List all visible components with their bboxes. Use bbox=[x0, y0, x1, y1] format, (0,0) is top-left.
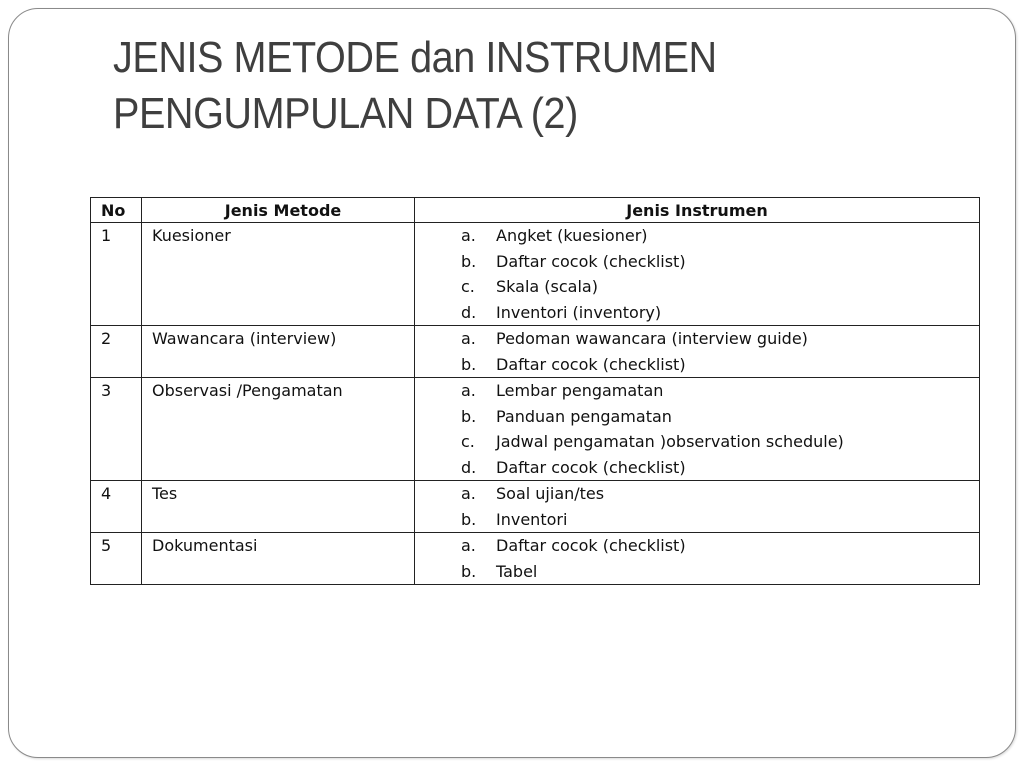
list-marker: b. bbox=[461, 509, 477, 529]
method-name: Observasi /Pengamatan bbox=[152, 381, 343, 400]
instrument-name: Daftar cocok (checklist) bbox=[496, 251, 686, 271]
cell-jenis-metode bbox=[142, 533, 415, 585]
list-item bbox=[461, 326, 979, 352]
list-item bbox=[461, 300, 979, 326]
cell-jenis-metode bbox=[142, 481, 415, 533]
table-body bbox=[91, 223, 980, 585]
list-item bbox=[461, 481, 979, 507]
list-marker: a. bbox=[461, 536, 476, 555]
list-item bbox=[461, 274, 979, 300]
instrument-name: Pedoman wawancara (interview guide) bbox=[496, 329, 808, 348]
method-name: Kuesioner bbox=[152, 226, 231, 245]
row-number: 2 bbox=[101, 329, 112, 348]
cell-jenis-instrumen bbox=[415, 223, 980, 326]
slide-title-line-2: PENGUMPULAN DATA (2) bbox=[113, 89, 578, 138]
table-row bbox=[91, 533, 980, 585]
cell-jenis-metode bbox=[142, 378, 415, 481]
list-item bbox=[461, 533, 979, 559]
slide-title-line-1: JENIS METODE dan INSTRUMEN bbox=[113, 33, 717, 82]
cell-jenis-metode bbox=[142, 326, 415, 378]
instrument-name: Angket (kuesioner) bbox=[496, 226, 648, 245]
instrument-name: Panduan pengamatan bbox=[496, 406, 672, 426]
instrument-table bbox=[90, 197, 980, 585]
list-item bbox=[461, 223, 979, 249]
cell-jenis-instrumen bbox=[415, 533, 980, 585]
list-marker: b. bbox=[461, 354, 477, 374]
row-number: 5 bbox=[101, 536, 112, 555]
instrument-name: Lembar pengamatan bbox=[496, 381, 664, 400]
list-item bbox=[461, 507, 979, 533]
instrument-name: Inventori (inventory) bbox=[496, 302, 662, 322]
instrument-list bbox=[415, 326, 979, 377]
list-marker: b. bbox=[461, 561, 477, 581]
list-item bbox=[461, 249, 979, 275]
row-number: 3 bbox=[101, 381, 112, 400]
list-marker: a. bbox=[461, 484, 476, 503]
list-marker: b. bbox=[461, 251, 477, 271]
instrument-list bbox=[415, 223, 979, 325]
method-name: Tes bbox=[152, 484, 178, 503]
cell-no bbox=[91, 326, 142, 378]
cell-jenis-instrumen bbox=[415, 326, 980, 378]
list-marker: c. bbox=[461, 432, 475, 451]
list-marker: a. bbox=[461, 329, 476, 348]
method-name: Dokumentasi bbox=[152, 536, 258, 555]
instrument-name: Tabel bbox=[496, 561, 538, 581]
instrument-list bbox=[415, 378, 979, 480]
row-number: 4 bbox=[101, 484, 112, 503]
list-item bbox=[461, 559, 979, 585]
list-item bbox=[461, 404, 979, 430]
list-item bbox=[461, 455, 979, 481]
instrument-name: Soal ujian/tes bbox=[496, 484, 605, 503]
cell-jenis-metode bbox=[142, 223, 415, 326]
header-no: No bbox=[91, 198, 142, 223]
cell-jenis-instrumen bbox=[415, 481, 980, 533]
instrument-name: Jadwal pengamatan )observation schedule) bbox=[496, 432, 844, 451]
list-marker: d. bbox=[461, 457, 477, 477]
cell-no bbox=[91, 223, 142, 326]
cell-jenis-instrumen bbox=[415, 378, 980, 481]
instrument-name: Daftar cocok (checklist) bbox=[496, 457, 686, 477]
cell-no bbox=[91, 533, 142, 585]
table-row bbox=[91, 481, 980, 533]
list-marker: d. bbox=[461, 302, 477, 322]
list-item bbox=[461, 352, 979, 378]
instrument-name: Daftar cocok (checklist) bbox=[496, 354, 686, 374]
slide-title bbox=[113, 30, 887, 142]
header-jenis-metode: Jenis Metode bbox=[142, 198, 415, 223]
list-item bbox=[461, 429, 979, 455]
instrument-list bbox=[415, 481, 979, 532]
table-row bbox=[91, 223, 980, 326]
header-jenis-instrumen: Jenis Instrumen bbox=[415, 198, 980, 223]
instrument-name: Inventori bbox=[496, 509, 568, 529]
cell-no bbox=[91, 378, 142, 481]
list-marker: a. bbox=[461, 381, 476, 400]
table-row bbox=[91, 326, 980, 378]
method-name: Wawancara (interview) bbox=[152, 329, 337, 348]
cell-no bbox=[91, 481, 142, 533]
table-header-row bbox=[91, 198, 980, 223]
list-marker: a. bbox=[461, 226, 476, 245]
table-row bbox=[91, 378, 980, 481]
row-number: 1 bbox=[101, 226, 112, 245]
instrument-list bbox=[415, 533, 979, 584]
list-marker: b. bbox=[461, 406, 477, 426]
list-marker: c. bbox=[461, 277, 475, 296]
instrument-name: Daftar cocok (checklist) bbox=[496, 536, 686, 555]
list-item bbox=[461, 378, 979, 404]
instrument-name: Skala (scala) bbox=[496, 277, 598, 296]
